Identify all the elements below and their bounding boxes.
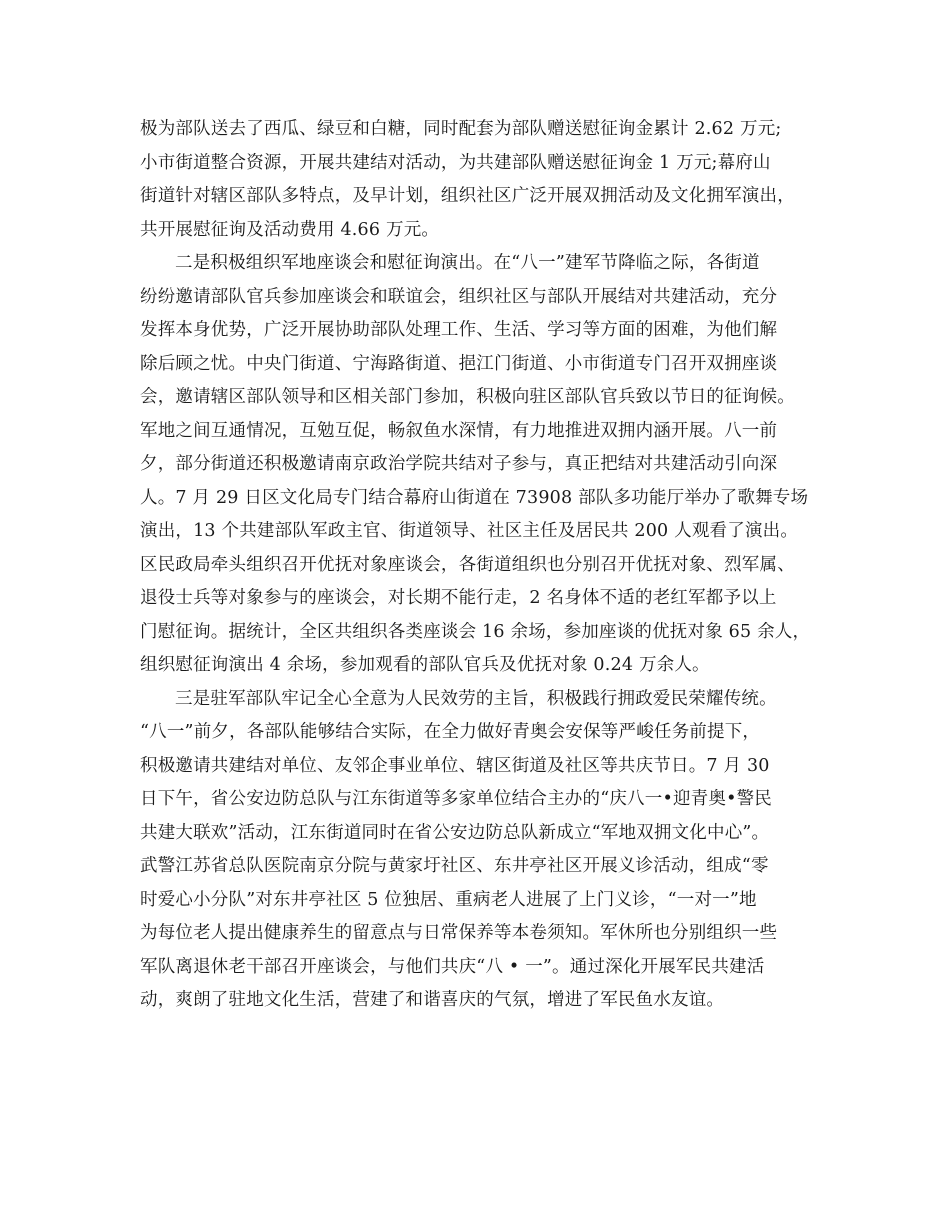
text-line: 动，爽朗了驻地文化生活，营建了和谐喜庆的气氛，增进了军民鱼水友谊。: [140, 990, 725, 1010]
text-line: 武警江苏省总队医院南京分院与黄家圩社区、东井亭社区开展义诊活动，组成“零: [140, 856, 769, 876]
paragraph-3: [140, 683, 820, 1018]
text-line: 日下午，省公安边防总队与江东街道等多家单位结合主办的“庆八一•迎青奥•警民: [140, 789, 772, 809]
text-line: 共开展慰征询及活动费用 4.66 万元。: [140, 219, 440, 240]
paragraph-2: [140, 247, 820, 683]
text-line: 门慰征询。据统计，全区共组织各类座谈会 16 余场，参加座谈的优抚对象 65 余人，: [140, 621, 811, 642]
text-line: 组织慰征询演出 4 余场，参加观看的部队官兵及优抚对象 0.24 万余人。: [140, 655, 710, 675]
text-line: 积极邀请共建结对单位、友邻企事业单位、辖区街道及社区等共庆节日。7 月 30: [140, 755, 770, 776]
text-line: 演出，13 个共建部队军政主官、街道领导、社区主任及居民共 200 人观看了演出。: [140, 521, 799, 541]
text-line: 发挥本身优势，广泛开展协助部队处理工作、生活、学习等方面的困难，为他们解: [140, 320, 778, 340]
text-line: 共建大联欢”活动，江东街道同时在省公安边防总队新成立“军地双拥文化中心”。: [140, 822, 770, 843]
text-line: 军地之间互通情况，互勉互促，畅叙鱼水深情，有力地推进双拥内涵开展。八一前: [140, 420, 778, 441]
text-line: 二是积极组织军地座谈会和慰征询演出。在“八一”建军节降临之际，各街道: [175, 253, 760, 273]
text-line: 极为部队送去了西瓜、绿豆和白糖，同时配套为部队赠送慰征询金累计 2.62 万元;: [140, 119, 782, 139]
text-line: 夕，部分街道还积极邀请南京政治学院共结对子参与，真正把结对共建活动引向深: [140, 454, 778, 474]
document-body: [140, 113, 820, 1018]
text-line: 区民政局牵头组织召开优抚对象座谈会，各街道组织也分别召开优抚对象、烈军属、: [140, 554, 795, 575]
text-line: 为每位老人提出健康养生的留意点与日常保养等本卷须知。军休所也分别组织一些: [140, 923, 778, 943]
text-line: 除后顾之忧。中央门街道、宁海路街道、挹江门街道、小市街道专门召开双拥座谈: [140, 353, 778, 374]
text-line: 小市街道整合资源，开展共建结对活动，为共建部队赠送慰征询金 1 万元;幕府山: [140, 152, 771, 173]
text-line: 纷纷邀请部队官兵参加座谈会和联谊会，组织社区与部队开展结对共建活动，充分: [140, 286, 778, 307]
text-line: 街道针对辖区部队多特点，及早计划，组织社区广泛开展双拥活动及文化拥军演出，: [140, 186, 795, 206]
text-line: 会，邀请辖区部队领导和区相关部门参加，积极向驻区部队官兵致以节日的征询候。: [140, 387, 795, 407]
text-line: “八一”前夕，各部队能够结合实际，在全力做好青奥会安保等严峻任务前提下，: [140, 722, 761, 742]
text-line: 军队离退休老干部召开座谈会，与他们共庆“八 • 一”。通过深化开展军民共建活: [140, 956, 765, 977]
text-line: 三是驻军部队牢记全心全意为人民效劳的主旨，积极践行拥政爱民荣耀传统。: [175, 688, 777, 709]
paragraph-1: [140, 113, 820, 247]
text-line: 人。7 月 29 日区文化局专门结合幕府山街道在 73908 部队多功能厅举办了歌舞专场: [140, 487, 809, 508]
text-line: 时爱心小分队”对东井亭社区 5 位独居、重病老人进展了上门义诊，“一对一”地: [140, 889, 757, 910]
text-line: 退役士兵等对象参与的座谈会，对长期不能行走，2 名身体不适的老红军都予以上: [140, 588, 777, 608]
